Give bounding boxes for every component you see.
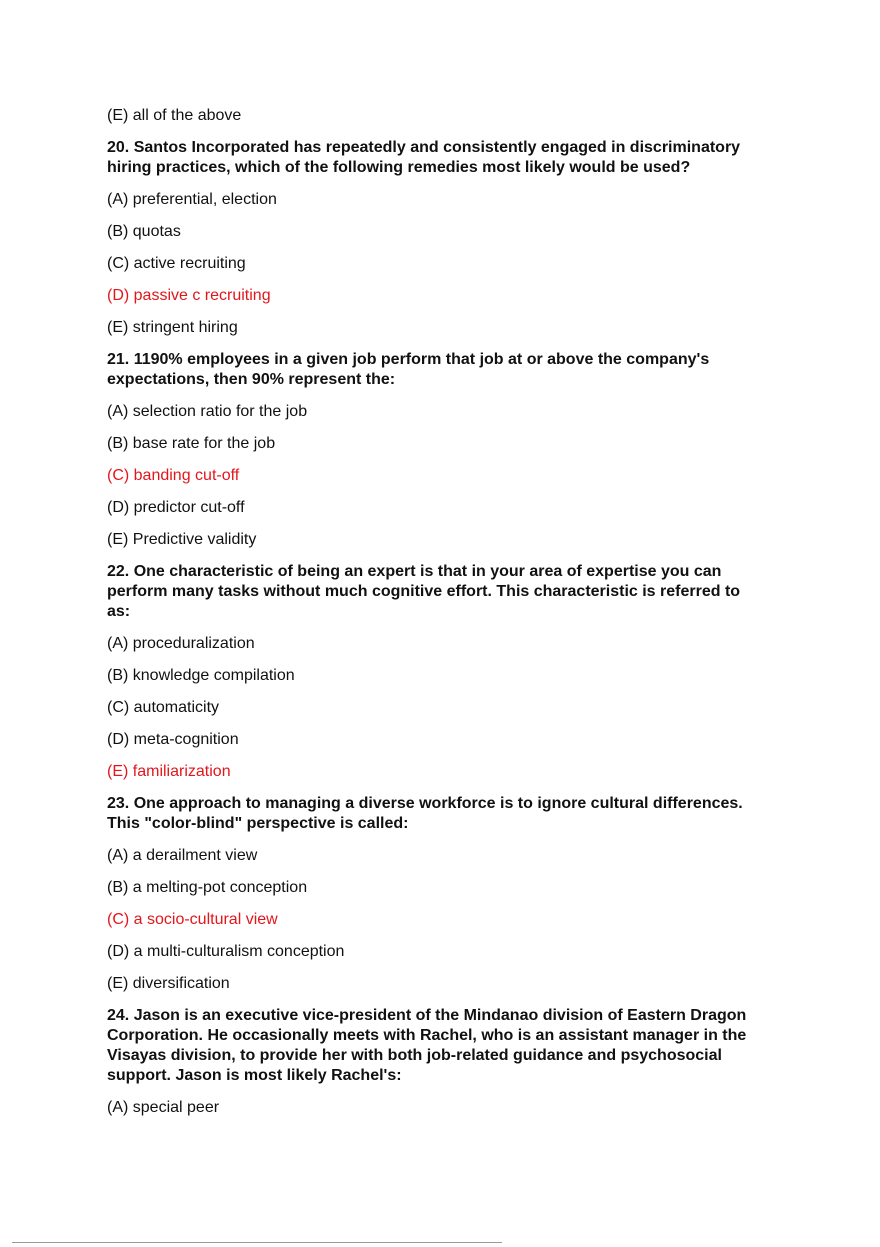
q20-option-d-correct: (D) passive c recruiting: [107, 287, 271, 304]
q20-option-c: (C) active recruiting: [107, 255, 246, 272]
q22-option-b: (B) knowledge compilation: [107, 667, 295, 684]
q22-option-c: (C) automaticity: [107, 699, 220, 716]
q21-option-a: (A) selection ratio for the job: [107, 403, 308, 420]
q20-option-b: (B) quotas: [107, 223, 181, 240]
question-22-text: 22. One characteristic of being an expert is that in your area of expertise you can perform many tasks without much cognitive effort. This characteristic is referred to as:: [107, 563, 741, 620]
q22-option-e-correct: (E) familiarization: [107, 763, 231, 780]
q22-option-a: (A) proceduralization: [107, 635, 255, 652]
q23-option-d: (D) a multi-culturalism conception: [107, 943, 345, 960]
question-20-text: 20. Santos Incorporated has repeatedly and consistently engaged in discriminatory hiring practices, which of the following remedies most likely would be used?: [107, 139, 741, 176]
lead-option: (E) all of the above: [107, 107, 242, 124]
footer-divider: [12, 1242, 502, 1243]
q21-option-e: (E) Predictive validity: [107, 531, 257, 548]
question-block-22: [107, 562, 767, 782]
question-block-24: [107, 1006, 767, 1118]
q20-option-e: (E) stringent hiring: [107, 319, 238, 336]
question-24-text: 24. Jason is an executive vice-president of the Mindanao division of Eastern Dragon Corporation. He occasionally meets with Rachel, who is an assistant manager in the Visayas division, to provide her with both job-related guidance and psychosocial support. Jason is most likely Rachel's:: [107, 1007, 747, 1084]
question-block-23: [107, 794, 767, 994]
q20-option-a: (A) preferential, election: [107, 191, 277, 208]
q21-option-c-correct: (C) banding cut-off: [107, 467, 240, 484]
q23-option-e: (E) diversification: [107, 975, 230, 992]
question-block-21: [107, 350, 767, 550]
document-page: [107, 106, 767, 1130]
q21-option-d: (D) predictor cut-off: [107, 499, 245, 516]
question-block-20: [107, 138, 767, 338]
q21-option-b: (B) base rate for the job: [107, 435, 276, 452]
q23-option-c-correct: (C) a socio-cultural view: [107, 911, 278, 928]
q23-option-b: (B) a melting-pot conception: [107, 879, 308, 896]
q23-option-a: (A) a derailment view: [107, 847, 258, 864]
q24-option-a: (A) special peer: [107, 1099, 220, 1116]
question-21-text: 21. 1190% employees in a given job perform that job at or above the company's expectations, then 90% represent the:: [107, 351, 710, 388]
question-23-text: 23. One approach to managing a diverse workforce is to ignore cultural differences. This "color-blind" perspective is called:: [107, 795, 743, 832]
q22-option-d: (D) meta-cognition: [107, 731, 239, 748]
